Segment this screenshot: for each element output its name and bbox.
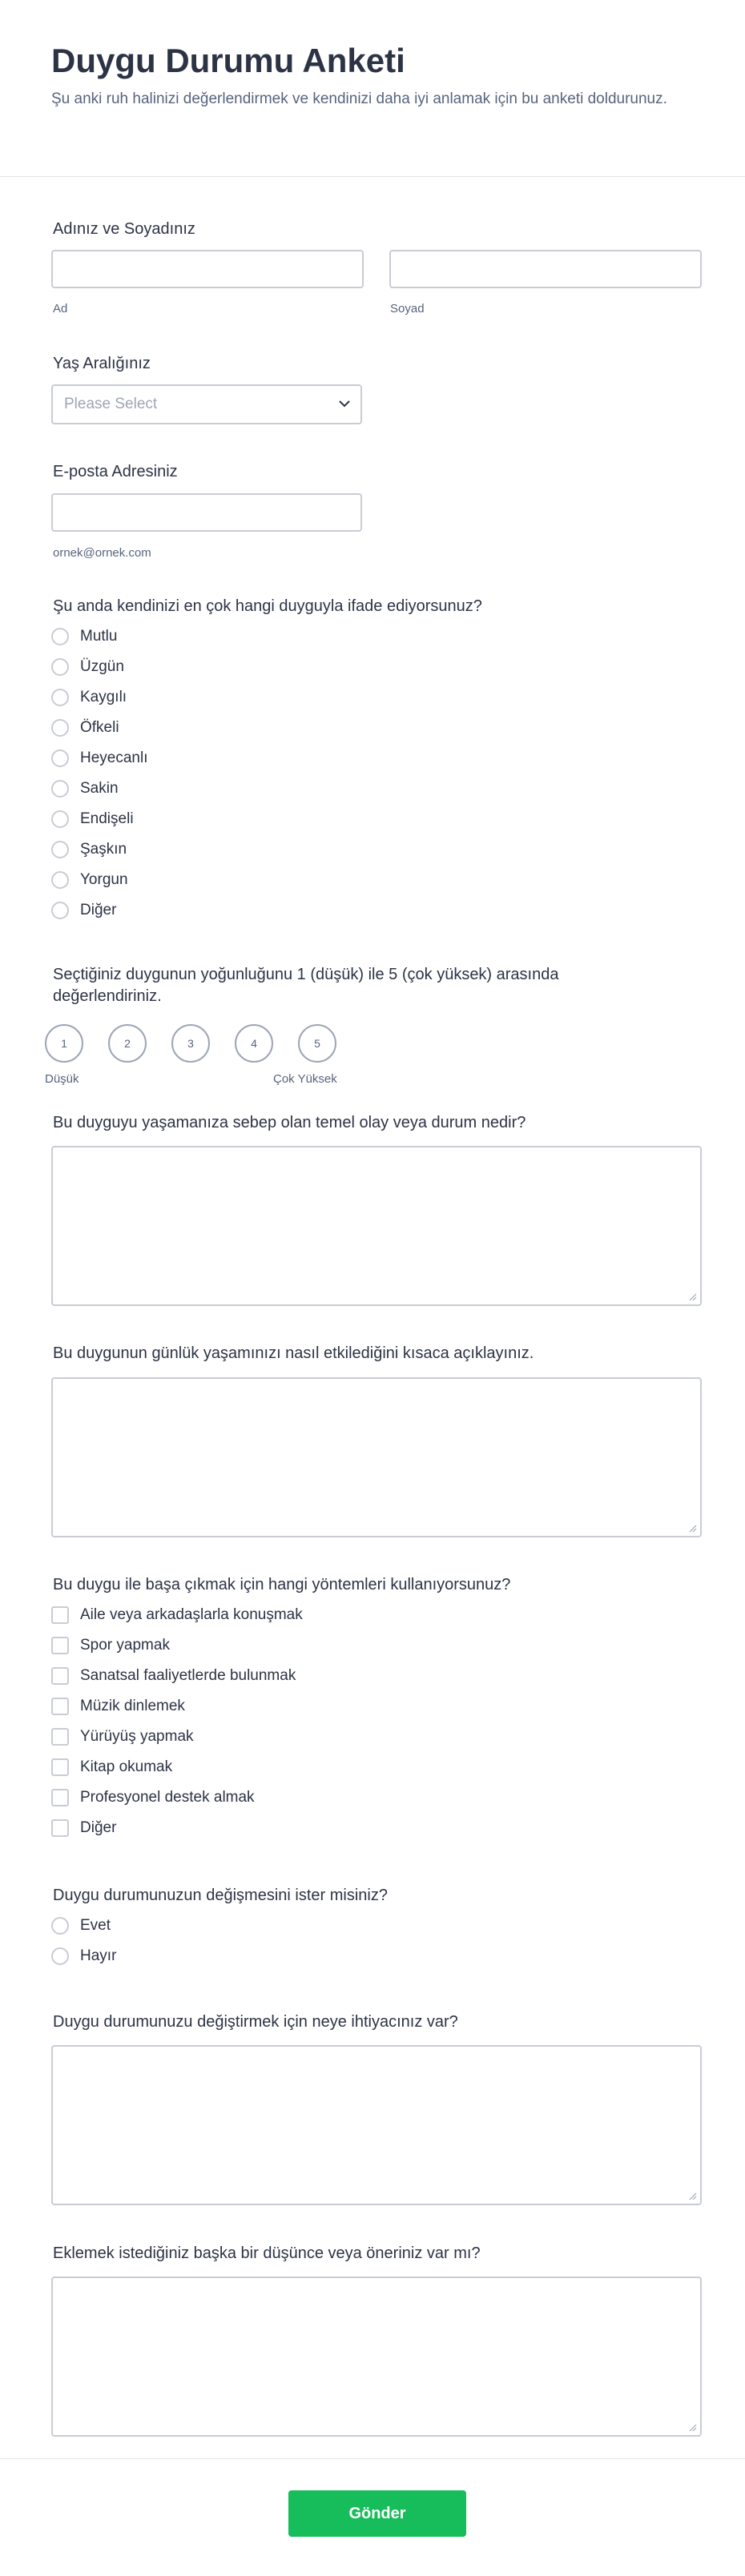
radio-button[interactable] bbox=[51, 1917, 69, 1935]
coping-option-label: Profesyonel destek almak bbox=[80, 1789, 255, 1806]
coping-option[interactable] bbox=[51, 1725, 194, 1749]
change-label: Duygu durumunuzun değişmesini ister misiniz? bbox=[53, 1887, 388, 1904]
radio-button[interactable] bbox=[51, 719, 69, 737]
age-select-placeholder: Please Select bbox=[64, 396, 158, 412]
coping-option[interactable] bbox=[51, 1603, 303, 1627]
emotion-option-label: Şaşkın bbox=[80, 841, 127, 858]
intensity-label: Seçtiğiniz duygunun yoğunluğunu 1 (düşük) ile 5 (çok yüksek) arasında değerlendiriniz. bbox=[53, 966, 559, 1005]
radio-button[interactable] bbox=[51, 780, 69, 798]
change-option-label: Hayır bbox=[80, 1947, 117, 1964]
radio-button[interactable] bbox=[51, 689, 69, 706]
checkbox[interactable] bbox=[51, 1819, 69, 1837]
rating-option-1[interactable]: 1 bbox=[45, 1024, 83, 1063]
coping-option[interactable] bbox=[51, 1755, 172, 1779]
emotion-option-label: Heyecanlı bbox=[80, 749, 148, 766]
checkbox[interactable] bbox=[51, 1789, 69, 1806]
checkbox[interactable] bbox=[51, 1667, 69, 1685]
chevron-down-icon bbox=[338, 399, 351, 408]
radio-button[interactable] bbox=[51, 749, 69, 767]
email-label: E-posta Adresiniz bbox=[53, 463, 178, 480]
checkbox[interactable] bbox=[51, 1606, 69, 1624]
emotion-option[interactable] bbox=[51, 655, 124, 679]
coping-option-label: Sanatsal faaliyetlerde bulunmak bbox=[80, 1667, 296, 1684]
coping-option-label: Kitap okumak bbox=[80, 1758, 173, 1775]
emotion-option-label: Diğer bbox=[80, 902, 117, 918]
checkbox[interactable] bbox=[51, 1698, 69, 1715]
form-title: Duygu Durumu Anketi bbox=[51, 42, 405, 79]
emotion-option-label: Endişeli bbox=[80, 810, 134, 827]
age-label: Yaş Aralığınız bbox=[53, 355, 151, 372]
emotion-option[interactable] bbox=[51, 777, 119, 801]
coping-option[interactable] bbox=[51, 1816, 116, 1840]
emotion-option[interactable] bbox=[51, 746, 148, 770]
form-header bbox=[0, 0, 745, 177]
intensity-low-label: Düşük bbox=[45, 1072, 79, 1086]
resize-grip-icon[interactable] bbox=[689, 1525, 697, 1533]
radio-button[interactable] bbox=[51, 658, 69, 676]
emotion-option-label: Sakin bbox=[80, 780, 119, 797]
checkbox[interactable] bbox=[51, 1758, 69, 1776]
rating-option-3[interactable]: 3 bbox=[171, 1024, 210, 1063]
emotion-option-label: Kaygılı bbox=[80, 689, 127, 705]
email-sublabel: ornek@ornek.com bbox=[53, 546, 151, 560]
coping-option[interactable] bbox=[51, 1786, 255, 1810]
emotion-option[interactable] bbox=[51, 898, 116, 922]
coping-option-label: Yürüyüş yapmak bbox=[80, 1728, 194, 1745]
emotion-option[interactable] bbox=[51, 685, 127, 709]
name-label: Adınız ve Soyadınız bbox=[53, 220, 195, 238]
resize-grip-icon[interactable] bbox=[689, 2424, 697, 2432]
first-name-input[interactable] bbox=[51, 250, 364, 288]
emotion-label: Şu anda kendinizi en çok hangi duyguyla ifade ediyorsunuz? bbox=[53, 597, 482, 615]
checkbox[interactable] bbox=[51, 1637, 69, 1654]
rating-option-4[interactable]: 4 bbox=[235, 1024, 273, 1063]
needs-textarea[interactable] bbox=[51, 2045, 702, 2205]
last-name-input[interactable] bbox=[389, 250, 702, 288]
radio-button[interactable] bbox=[51, 1947, 69, 1965]
coping-option-label: Müzik dinlemek bbox=[80, 1698, 185, 1714]
email-input[interactable] bbox=[51, 493, 362, 532]
change-option-label: Evet bbox=[80, 1917, 111, 1934]
coping-label: Bu duygu ile başa çıkmak için hangi yöntemleri kullanıyorsunuz? bbox=[53, 1576, 511, 1593]
rating-option-2[interactable]: 2 bbox=[108, 1024, 147, 1063]
emotion-option[interactable] bbox=[51, 807, 134, 831]
radio-button[interactable] bbox=[51, 871, 69, 889]
emotion-option[interactable] bbox=[51, 868, 128, 892]
impact-textarea[interactable] bbox=[51, 1377, 702, 1537]
footer-divider bbox=[0, 2458, 745, 2459]
extra-label: Eklemek istediğiniz başka bir düşünce veya öneriniz var mı? bbox=[53, 2244, 481, 2262]
resize-grip-icon[interactable] bbox=[689, 2192, 697, 2200]
emotion-option-label: Üzgün bbox=[80, 658, 124, 675]
radio-button[interactable] bbox=[51, 841, 69, 858]
change-option[interactable] bbox=[51, 1914, 111, 1938]
coping-option[interactable] bbox=[51, 1694, 185, 1718]
radio-button[interactable] bbox=[51, 628, 69, 645]
emotion-option-label: Yorgun bbox=[80, 871, 128, 888]
coping-option[interactable] bbox=[51, 1634, 170, 1658]
coping-option-label: Aile veya arkadaşlarla konuşmak bbox=[80, 1606, 303, 1623]
submit-button[interactable]: Gönder bbox=[288, 2490, 466, 2537]
emotion-option[interactable] bbox=[51, 716, 119, 740]
coping-option[interactable] bbox=[51, 1664, 296, 1688]
last-name-sublabel: Soyad bbox=[390, 302, 425, 315]
cause-label: Bu duyguyu yaşamanıza sebep olan temel olay veya durum nedir? bbox=[53, 1114, 526, 1131]
form-subtitle: Şu anki ruh halinizi değerlendirmek ve kendinizi daha iyi anlamak için bu anketi doldurunuz. bbox=[51, 90, 667, 107]
intensity-scale bbox=[45, 1024, 365, 1063]
cause-textarea[interactable] bbox=[51, 1146, 702, 1306]
checkbox[interactable] bbox=[51, 1728, 69, 1746]
radio-button[interactable] bbox=[51, 902, 69, 919]
emotion-option[interactable] bbox=[51, 625, 117, 649]
coping-option-label: Diğer bbox=[80, 1819, 117, 1836]
impact-label: Bu duygunun günlük yaşamınızı nasıl etkilediğini kısaca açıklayınız. bbox=[53, 1344, 534, 1362]
emotion-option[interactable] bbox=[51, 838, 127, 862]
extra-textarea[interactable] bbox=[51, 2277, 702, 2437]
needs-label: Duygu durumunuzu değiştirmek için neye ihtiyacınız var? bbox=[53, 2013, 458, 2031]
age-select[interactable] bbox=[51, 384, 362, 424]
resize-grip-icon[interactable] bbox=[689, 1293, 697, 1301]
radio-button[interactable] bbox=[51, 810, 69, 828]
change-option[interactable] bbox=[51, 1944, 116, 1968]
emotion-option-label: Öfkeli bbox=[80, 719, 119, 736]
first-name-sublabel: Ad bbox=[53, 302, 68, 315]
emotion-option-label: Mutlu bbox=[80, 628, 118, 645]
coping-option-label: Spor yapmak bbox=[80, 1637, 170, 1654]
intensity-high-label: Çok Yüksek bbox=[273, 1072, 337, 1086]
rating-option-5[interactable]: 5 bbox=[298, 1024, 336, 1063]
